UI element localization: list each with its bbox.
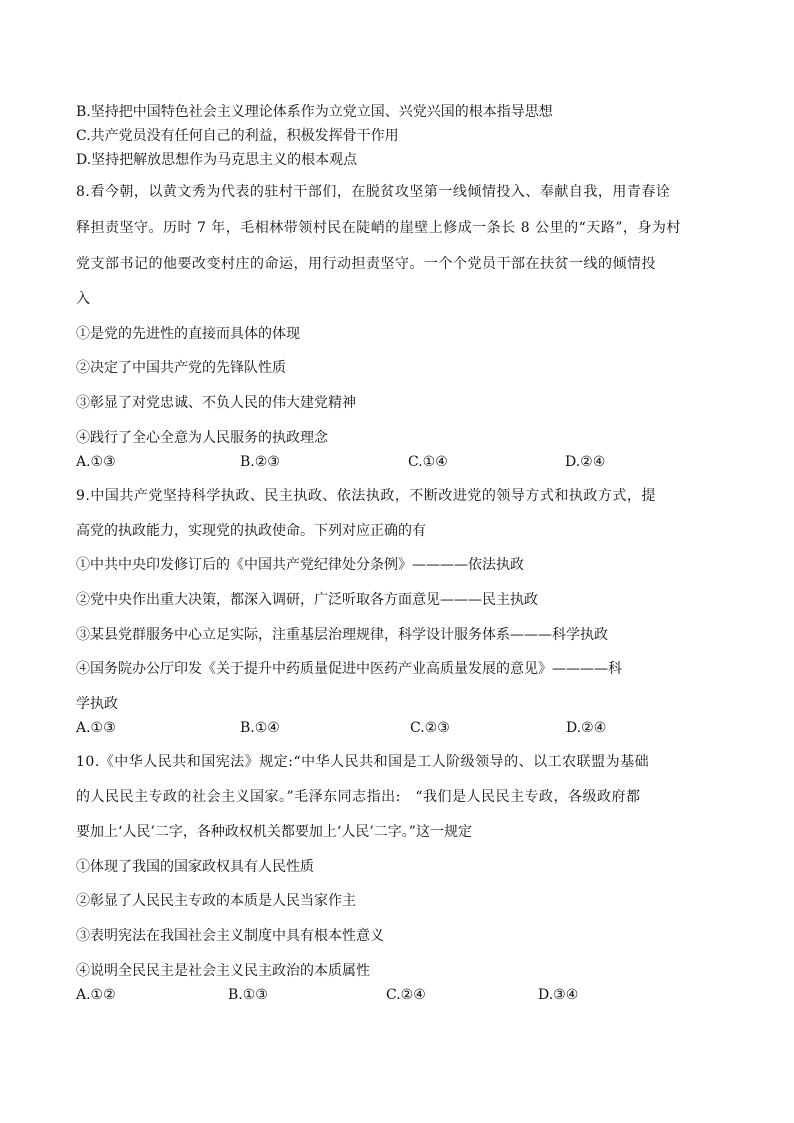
q9-option-b[interactable]: B.①④ xyxy=(240,720,280,736)
option-c-prev: C.共产党员没有任何自己的利益，积极发挥骨干作用 xyxy=(76,128,399,144)
q8-option-d[interactable]: D.②④ xyxy=(565,454,606,470)
q8-statement-4: ④践行了全心全意为人民服务的执政理念 xyxy=(76,430,328,446)
q9-statement-3: ③某县党群服务中心立足实际，注重基层治理规律，科学设计服务体系———科学执政 xyxy=(76,627,608,643)
q9-option-d[interactable]: D.②④ xyxy=(566,720,607,736)
q8-stem-line3: 党支部书记的他要改变村庄的命运，用行动担责坚守。一个个党员干部在扶贫一线的倾情投 xyxy=(76,256,656,272)
q8-stem-line1: 8.看今朝，以黄文秀为代表的驻村干部们，在脱贫攻坚第一线倾情投入、奉献自我，用青春诠 xyxy=(76,184,671,200)
q10-statement-1: ①体现了我国的国家政权具有人民性质 xyxy=(76,859,314,875)
q9-statement-1: ①中共中央印发修订后的《中国共产党纪律处分条例》————依法执政 xyxy=(76,557,524,573)
q8-option-a[interactable]: A.①③ xyxy=(76,454,116,470)
q9-option-a[interactable]: A.①③ xyxy=(76,720,116,736)
q10-stem-line2: 的人民民主专政的社会主义国家。”毛泽东同志指出: “我们是人民民主专政，各级政府都 xyxy=(76,789,641,805)
q10-option-d[interactable]: D.③④ xyxy=(538,987,579,1003)
q10-statement-2: ②彰显了人民民主专政的本质是人民当家作主 xyxy=(76,893,356,909)
q8-option-c[interactable]: C.①④ xyxy=(408,454,448,470)
q10-statement-4: ④说明全民民主是社会主义民主政治的本质属性 xyxy=(76,963,370,979)
option-b-prev: B.坚持把中国特色社会主义理论体系作为立党立国、兴党兴国的根本指导思想 xyxy=(76,104,553,120)
q8-statement-3: ③彰显了对党忠诚、不负人民的伟大建党精神 xyxy=(76,395,356,411)
q8-statement-1: ①是党的先进性的直接而具体的体现 xyxy=(76,326,300,342)
q9-statement-4-line2: 学执政 xyxy=(76,696,118,712)
q8-stem-line4: 入 xyxy=(76,291,90,307)
q9-statement-4-line1: ④国务院办公厅印发《关于提升中药质量促进中医药产业高质量发展的意见》————科 xyxy=(76,661,622,677)
q10-option-a[interactable]: A.①② xyxy=(76,987,116,1003)
q8-statement-2: ②决定了中国共产党的先锋队性质 xyxy=(76,360,286,376)
q9-stem-line1: 9.中国共产党坚持科学执政、民主执政、依法执政，不断改进党的领导方式和执政方式，提 xyxy=(76,488,656,504)
q10-statement-3: ③表明宪法在我国社会主义制度中具有根本性意义 xyxy=(76,928,384,944)
q9-option-c[interactable]: C.②③ xyxy=(410,720,450,736)
q9-statement-2: ②党中央作出重大决策，都深入调研，广泛听取各方面意见———民主执政 xyxy=(76,592,538,608)
q10-stem-line3: 要加上‘人民’二字，各种政权机关都要加上‘人民’二字。”这一规定 xyxy=(76,824,472,840)
q10-option-c[interactable]: C.②④ xyxy=(386,987,426,1003)
q10-option-b[interactable]: B.①③ xyxy=(228,987,268,1003)
q8-stem-line2: 释担责坚守。历时 7 年，毛相林带领村民在陡峭的崖壁上修成一条长 8 公里的“天路”，身为村 xyxy=(76,220,681,236)
q9-stem-line2: 高党的执政能力，实现党的执政使命。下列对应正确的有 xyxy=(76,523,426,539)
option-d-prev: D.坚持把解放思想作为马克思主义的根本观点 xyxy=(76,152,358,168)
q8-option-b[interactable]: B.②③ xyxy=(240,454,280,470)
q10-stem-line1: 10.《中华人民共和国宪法》规定:“中华人民共和国是工人阶级领导的、以工农联盟为基础 xyxy=(76,754,650,770)
